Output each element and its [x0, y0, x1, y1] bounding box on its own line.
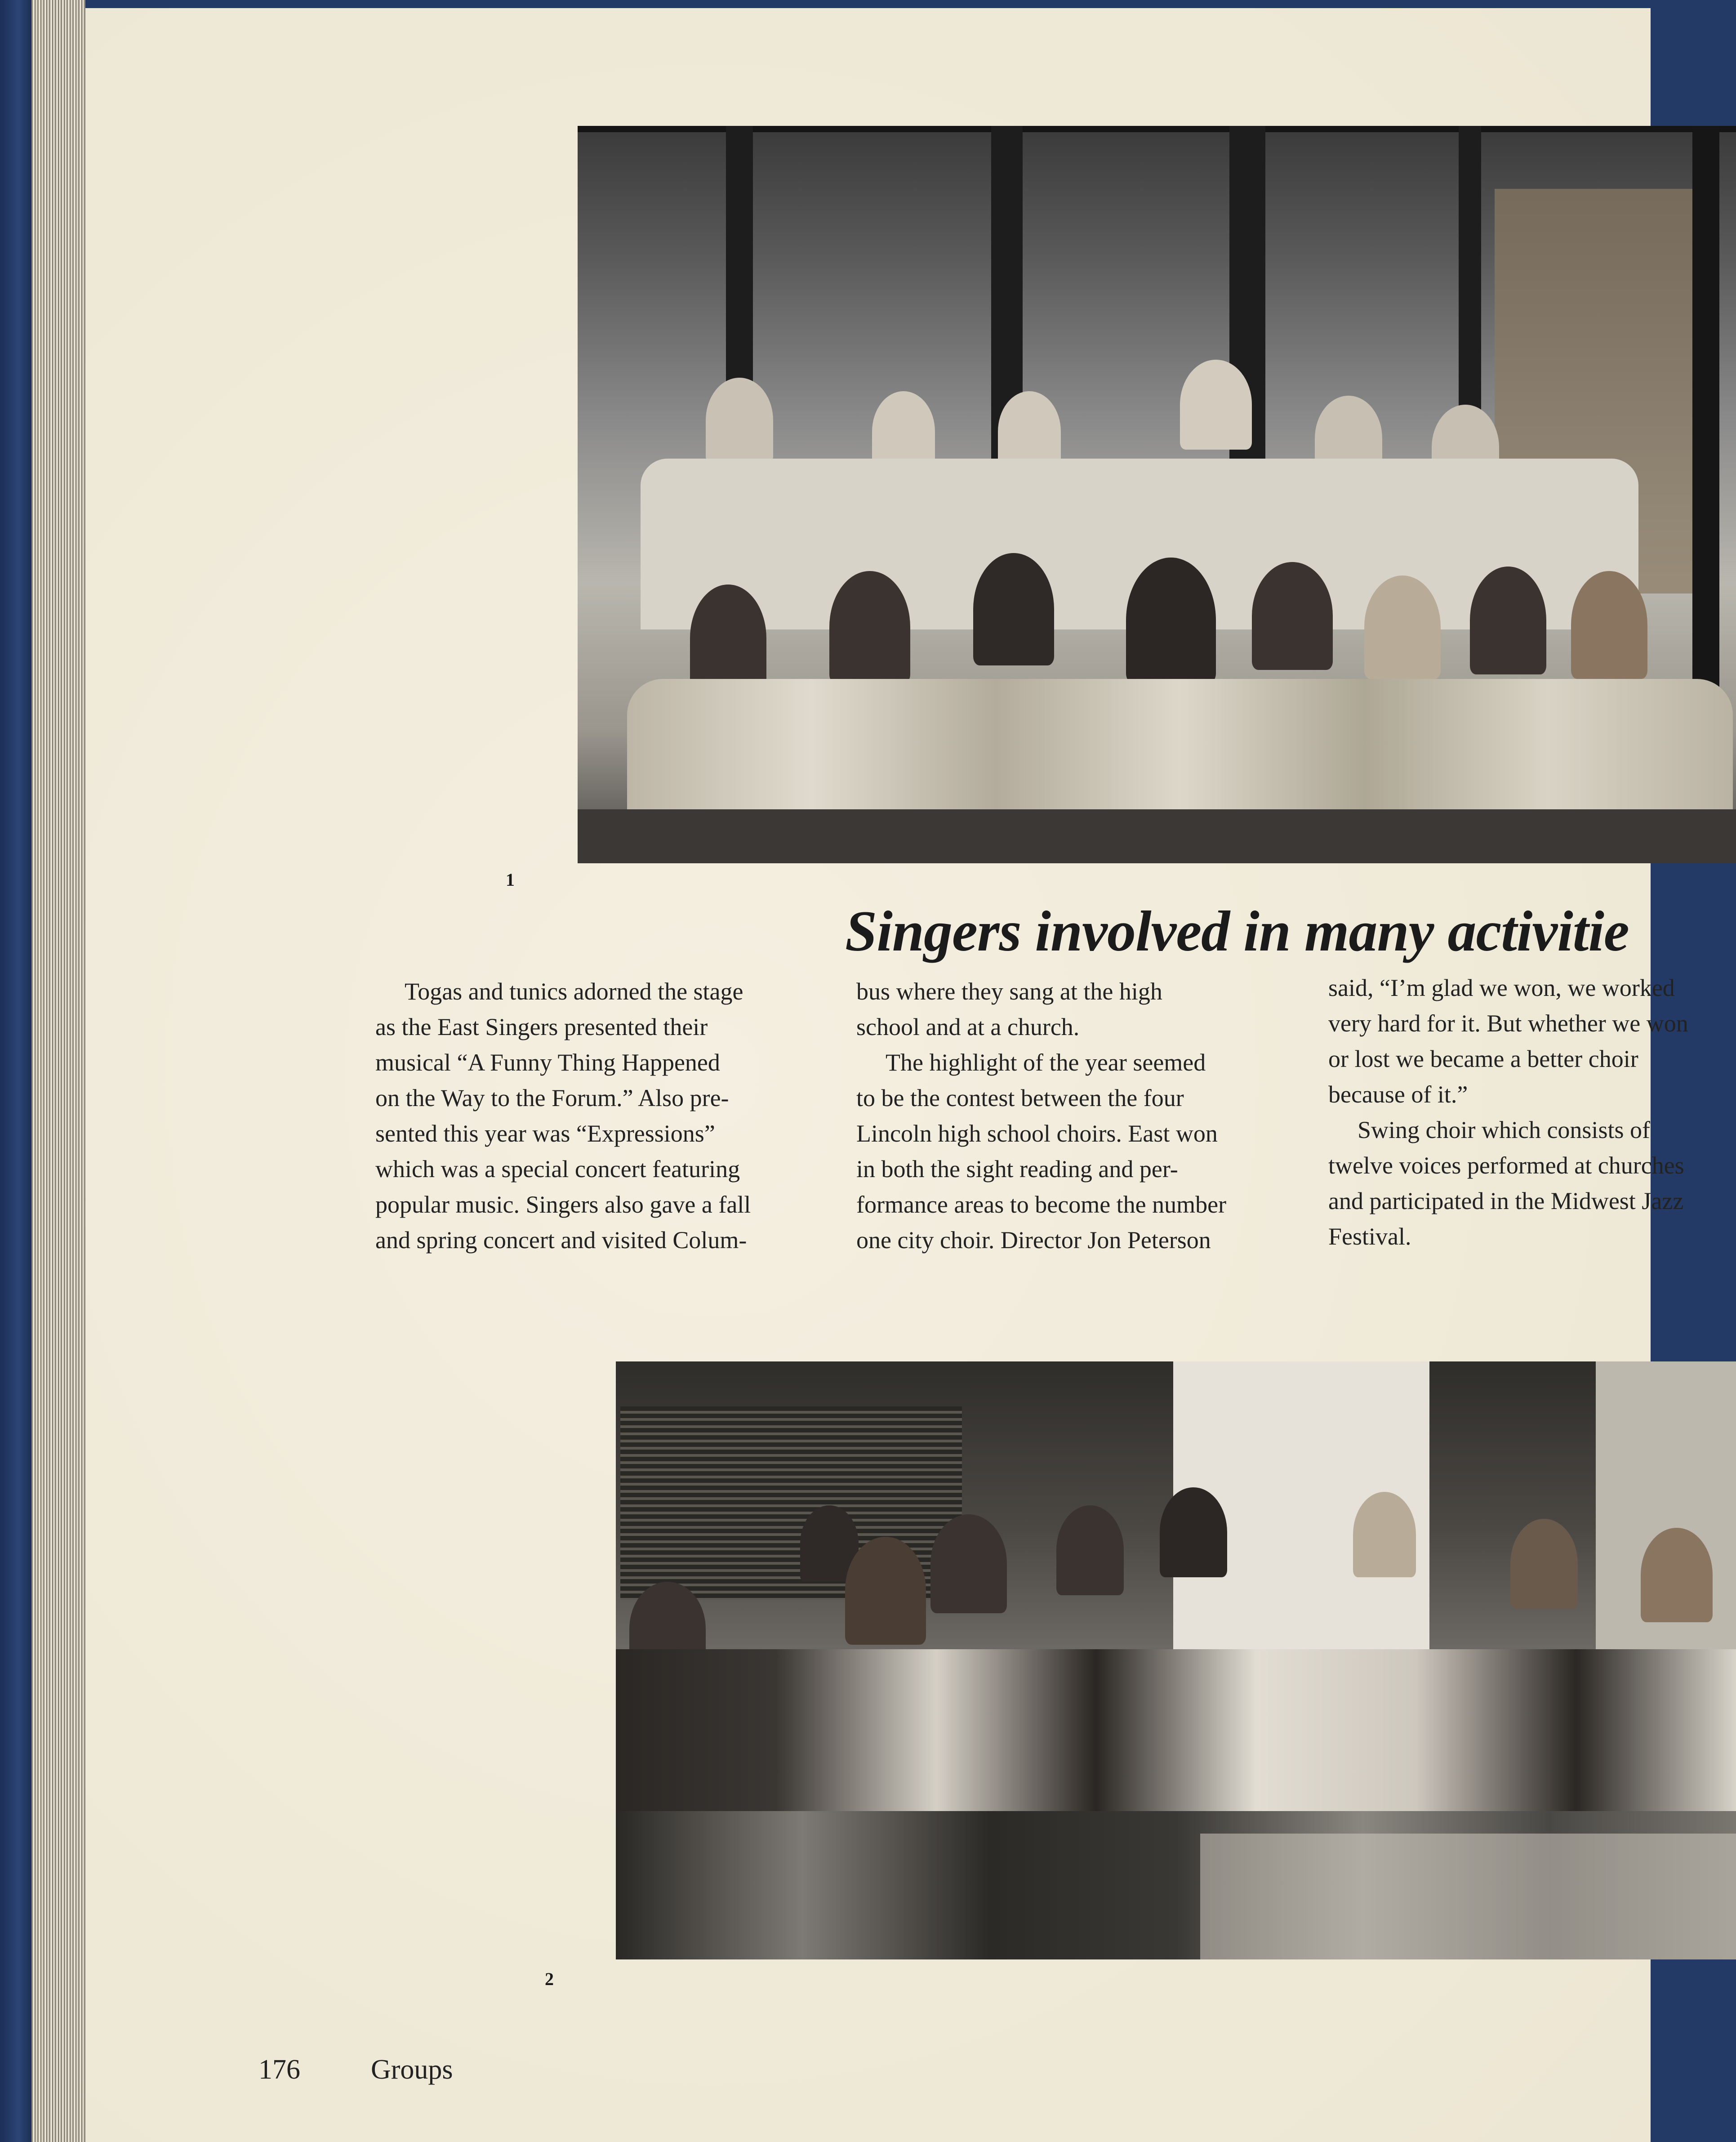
- photo-1-caption-number: 1: [506, 870, 515, 890]
- text-line: twelve voices performed at churches: [1328, 1152, 1684, 1179]
- headline: Singers involved in many activitie: [845, 899, 1629, 963]
- text-line: which was a special concert featuring: [375, 1156, 740, 1183]
- text-line: to be the contest between the four: [856, 1084, 1184, 1111]
- text-line: The highlight of the year seemed: [886, 1049, 1206, 1076]
- book-cover-edge: [0, 0, 31, 2142]
- text-line: or lost we became a better choir: [1328, 1045, 1638, 1072]
- text-line: and participated in the Midwest Jazz: [1328, 1187, 1684, 1214]
- page-number: 176: [258, 2054, 300, 2085]
- text-line: school and at a church.: [856, 1013, 1080, 1040]
- text-line: musical “A Funny Thing Happened: [375, 1049, 720, 1076]
- rehearsal-photo-singers: [616, 1361, 1736, 1959]
- text-line: Togas and tunics adorned the stage: [405, 978, 743, 1005]
- text-line: very hard for it. But whether we won: [1328, 1010, 1688, 1037]
- text-line: Festival.: [1328, 1223, 1411, 1250]
- group-photo-singers: [578, 126, 1736, 863]
- text-line: popular music. Singers also gave a fall: [375, 1191, 751, 1218]
- text-line: Swing choir which consists of: [1358, 1116, 1650, 1143]
- photo-2-caption-number: 2: [545, 1969, 554, 1989]
- text-line: Lincoln high school choirs. East won: [856, 1120, 1218, 1147]
- body-column-1: [375, 974, 802, 1258]
- page-edges: [31, 0, 85, 2142]
- text-line: formance areas to become the number: [856, 1191, 1227, 1218]
- text-line: as the East Singers presented their: [375, 1013, 708, 1040]
- text-line: one city choir. Director Jon Peterson: [856, 1227, 1211, 1254]
- body-column-3: [1328, 970, 1733, 1254]
- section-label: Groups: [371, 2054, 453, 2085]
- text-line: in both the sight reading and per-: [856, 1156, 1178, 1183]
- yearbook-page: [85, 8, 1688, 2142]
- text-line: said, “I’m glad we won, we worked: [1328, 974, 1675, 1001]
- text-line: because of it.”: [1328, 1081, 1468, 1108]
- text-line: bus where they sang at the high: [856, 978, 1162, 1005]
- body-column-2: [856, 974, 1283, 1258]
- text-line: and spring concert and visited Colum-: [375, 1227, 747, 1254]
- text-line: sented this year was “Expressions”: [375, 1120, 715, 1147]
- text-line: on the Way to the Forum.” Also pre-: [375, 1084, 729, 1111]
